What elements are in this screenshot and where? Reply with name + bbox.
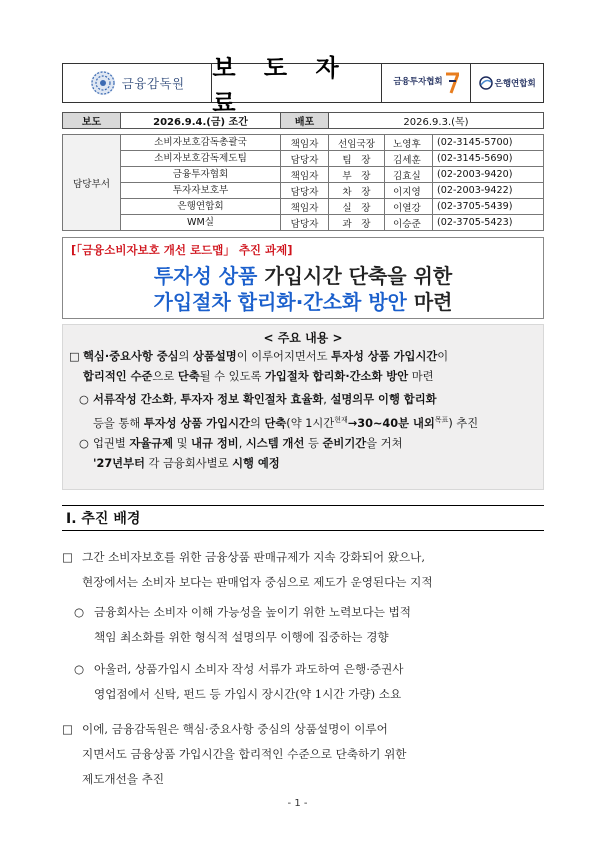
- text: 그간 소비자보호를 위한 금융상품 판매규제가 지속 강화되어 왔으나,: [82, 550, 426, 564]
- table-row: [63, 199, 544, 215]
- headline-line-2: [63, 286, 543, 315]
- circle-bullet-icon: ○: [74, 605, 85, 619]
- contact-pos: 실 장: [329, 199, 385, 215]
- summary-box: [62, 324, 544, 490]
- table-row: [63, 183, 544, 199]
- text-strong: 자율규제: [129, 437, 173, 450]
- contact-role: 담당자: [281, 215, 329, 231]
- contact-pos: 부 장: [329, 167, 385, 183]
- superscript: 목표: [434, 416, 449, 424]
- indent: [69, 370, 83, 383]
- text-strong: 합리적인 수준: [83, 370, 153, 383]
- contact-role: 책임자: [281, 135, 329, 151]
- contact-phone: (02-3705-5439): [433, 199, 544, 215]
- contact-dept: 소비자보호감독제도팀: [121, 151, 281, 167]
- press-title-cell: [212, 54, 381, 117]
- indent: [62, 747, 82, 761]
- contacts-table: [62, 134, 544, 231]
- text: 의: [178, 350, 194, 363]
- press-header: [62, 54, 544, 117]
- text: 등: [304, 437, 323, 450]
- contact-phone: (02-3705-5423): [433, 215, 544, 231]
- text-strong: 시행 예정: [232, 457, 280, 470]
- summary-main-bullet: [69, 347, 535, 387]
- text: ,: [173, 393, 181, 406]
- text: 제도개선을 추진: [82, 772, 165, 786]
- fss-logo-block: [63, 64, 212, 102]
- text: 금융회사는 소비자 이해 가능성을 높이기 위한 노력보다는 법적: [94, 605, 411, 619]
- circle-bullet-icon: ○: [74, 662, 85, 676]
- contact-role: 담당자: [281, 183, 329, 199]
- kfb-name: 은행연합회: [494, 79, 536, 89]
- headline-1-highlight: 투자성 상품: [153, 264, 258, 288]
- fss-globe-icon: [90, 70, 116, 96]
- contact-phone: (02-2003-9420): [433, 167, 544, 183]
- text-strong: 단축: [177, 370, 200, 383]
- text: 영업점에서 신탁, 펀드 등 가입시 장시간(약 1시간 가량) 소요: [94, 687, 402, 701]
- text-strong: '27년부터: [93, 457, 145, 470]
- indent: [79, 417, 93, 430]
- text: ) 추진: [448, 416, 479, 430]
- section-header: [62, 505, 544, 531]
- contact-phone: (02-2003-9422): [433, 183, 544, 199]
- table-row: [63, 135, 544, 151]
- release-date: 2026.9.4.(금) 조간: [121, 113, 281, 129]
- kofia-logo-block: [382, 64, 472, 102]
- contact-role: 책임자: [281, 167, 329, 183]
- page-number: - 1 -: [287, 798, 308, 809]
- text-strong: 서류작성 간소화: [93, 393, 174, 406]
- section-title: Ⅰ. 추진 배경: [66, 511, 141, 527]
- summary-sub-bullet-2: [79, 434, 535, 474]
- text: 현장에서는 소비자 보다는 판매업자 중심으로 제도가 운영된다는 지적: [82, 575, 433, 589]
- text: 및: [173, 437, 192, 450]
- body-paragraph-3: [62, 657, 544, 707]
- distribute-date: 2026.9.3.(목): [329, 113, 544, 129]
- text-strong: 시스템 개선: [245, 437, 305, 450]
- contact-name: 이열강: [385, 199, 433, 215]
- text-strong: 단축: [264, 416, 287, 430]
- text-strong: 투자성 상품 가입시간: [331, 350, 438, 363]
- contact-pos: 선임국장: [329, 135, 385, 151]
- text: ,: [323, 393, 331, 406]
- text-strong: 투자자 정보 확인절차 효율화: [180, 393, 324, 406]
- table-row: [63, 167, 544, 183]
- indent: [74, 687, 94, 701]
- text-strong: 투자성 상품 가입시간: [143, 416, 250, 430]
- contact-role: 책임자: [281, 199, 329, 215]
- text: 마련: [408, 370, 434, 383]
- roadmap-tagline: [「금융소비자보호 개선 로드맵」 추진 과제]: [71, 243, 293, 257]
- contact-dept: WM실: [121, 215, 281, 231]
- text: 으로: [152, 370, 178, 383]
- summary-sub-bullet-1: [79, 390, 535, 434]
- summary-heading: < 주요 내용 >: [263, 331, 343, 345]
- square-bullet-icon: □: [62, 722, 73, 736]
- text: 업권별: [93, 437, 130, 450]
- contact-phone: (02-3145-5700): [433, 135, 544, 151]
- contact-phone: (02-3145-5690): [433, 151, 544, 167]
- contact-name: 이지영: [385, 183, 433, 199]
- contact-dept: 금융투자협회: [121, 167, 281, 183]
- contact-dept: 투자자보호부: [121, 183, 281, 199]
- text: 아울러, 상품가입시 소비자 작성 서류가 과도하여 은행·증권사: [94, 662, 404, 676]
- square-bullet-icon: □: [69, 350, 80, 363]
- kfb-logo-block: [471, 64, 543, 102]
- text: 을 거쳐: [366, 437, 403, 450]
- text: 의: [249, 416, 265, 430]
- contact-pos: 팀 장: [329, 151, 385, 167]
- fss-name: 금융감독원: [121, 76, 185, 91]
- release-label: 보도: [63, 113, 121, 129]
- distribute-label: 배포: [281, 113, 329, 129]
- contact-pos: 차 장: [329, 183, 385, 199]
- body-paragraph-1: [62, 545, 544, 595]
- headline-2-highlight: 가입절차 합리화·간소화 방안: [153, 290, 407, 314]
- contact-dept: 은행연합회: [121, 199, 281, 215]
- circle-bullet-icon: ○: [79, 393, 89, 406]
- contact-name: 김세훈: [385, 151, 433, 167]
- text: 이에, 금융감독원은 핵심·중요사항 중심의 상품설명이 이루어: [82, 722, 388, 736]
- text: 될 수 있도록: [199, 370, 266, 383]
- text: 각 금융회사별로: [144, 457, 233, 470]
- arrow-glyph: →: [347, 416, 358, 430]
- superscript: 현재: [334, 416, 348, 424]
- contact-role: 담당자: [281, 151, 329, 167]
- title-box: [62, 237, 544, 319]
- indent: [62, 772, 82, 786]
- text-strong: 준비기간: [322, 437, 367, 450]
- headline-1-rest: 가입시간 단축을 위한: [257, 264, 453, 288]
- body-paragraph-4: [62, 717, 544, 792]
- contact-name: 김효실: [385, 167, 433, 183]
- press-title: 보 도 자 료: [212, 54, 349, 117]
- circle-bullet-icon: ○: [79, 437, 89, 450]
- contact-dept: 소비자보호감독총괄국: [121, 135, 281, 151]
- text-strong: 가입절차 합리화·간소화 방안: [265, 370, 409, 383]
- text-strong: 상품설명: [193, 350, 237, 363]
- contact-name: 이승준: [385, 215, 433, 231]
- square-bullet-icon: □: [62, 550, 73, 564]
- text-strong: 내규 정비: [191, 437, 239, 450]
- body-paragraph-2: [62, 600, 544, 650]
- release-table: [62, 112, 544, 129]
- headline-2-rest: 마련: [406, 290, 453, 314]
- indent: [62, 575, 82, 589]
- text: (약 1시간: [286, 416, 335, 430]
- headline-line-1: [63, 260, 543, 289]
- text-strong: 핵심·중요사항 중심: [83, 350, 179, 363]
- text: 이 이루어지면서도: [236, 350, 332, 363]
- dept-header: 담당부서: [63, 135, 121, 231]
- contact-name: 노영후: [385, 135, 433, 151]
- text: 지면서도 금융상품 가입시간을 합리적인 수준으로 단축하기 위한: [82, 747, 407, 761]
- kofia-name: 금융투자협회: [393, 77, 443, 88]
- table-row: [63, 151, 544, 167]
- indent: [74, 630, 94, 644]
- contact-pos: 과 장: [329, 215, 385, 231]
- indent: [79, 457, 93, 470]
- text: 등을 통해: [93, 416, 144, 430]
- text: 책임 최소화를 위한 형식적 설명의무 이행에 집중하는 경향: [94, 630, 389, 644]
- text: ,: [238, 437, 246, 450]
- text-strong: 30~40분 내외: [357, 416, 435, 430]
- text-strong: 설명의무 이행 합리화: [330, 393, 437, 406]
- kfb-swirl-icon: [479, 76, 493, 90]
- text: 이: [437, 350, 449, 363]
- table-row: [63, 215, 544, 231]
- kofia-seven-icon: [445, 72, 459, 94]
